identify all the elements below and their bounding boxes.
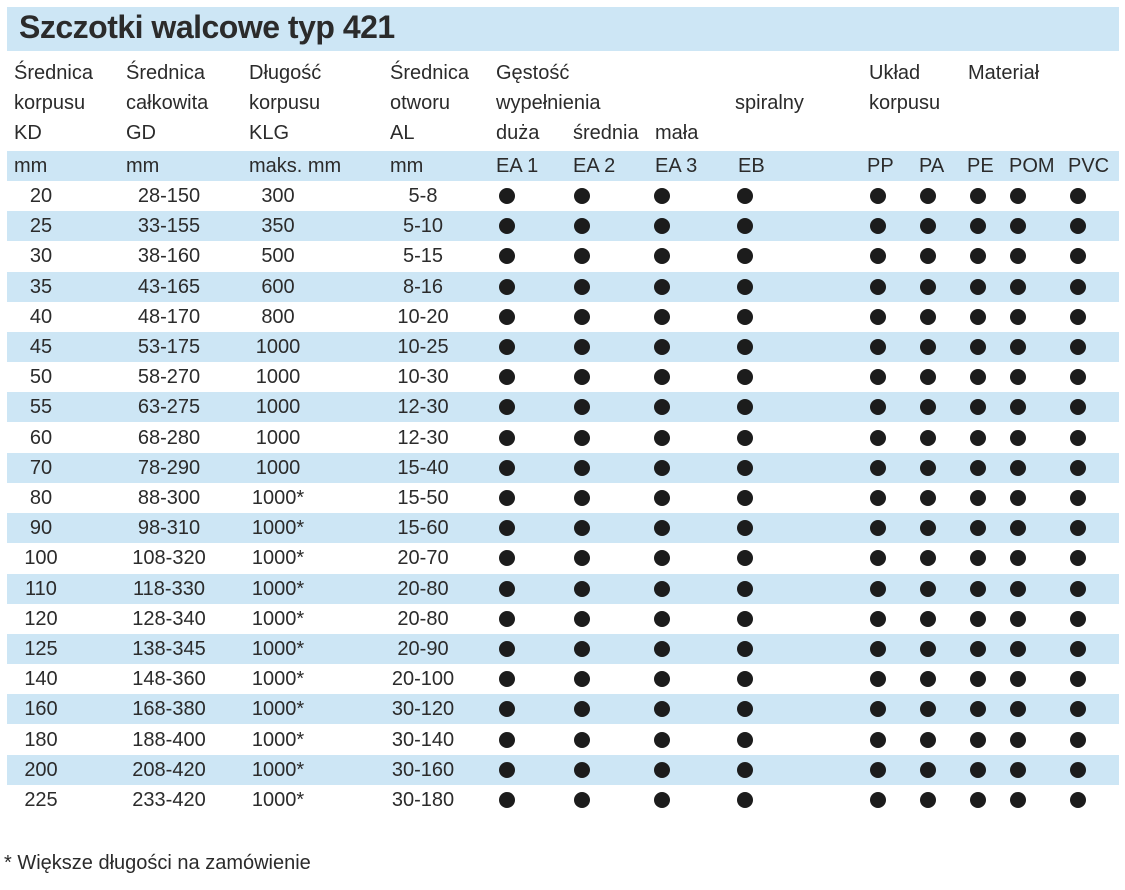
- dot-pvc-icon: [1070, 792, 1086, 808]
- cell-kd: 160: [24, 698, 58, 721]
- dot-pp-icon: [870, 671, 886, 687]
- dot-pp-icon: [870, 460, 886, 476]
- dot-pa-icon: [920, 430, 936, 446]
- dot-pom-icon: [1010, 671, 1026, 687]
- dot-pvc-icon: [1070, 188, 1086, 204]
- dot-ea2-icon: [574, 188, 590, 204]
- dot-ea1-icon: [499, 339, 515, 355]
- dot-ea2-icon: [574, 309, 590, 325]
- dot-pa-icon: [920, 762, 936, 778]
- dot-ea3-icon: [654, 732, 670, 748]
- unit-pe: PE: [967, 155, 994, 177]
- dot-ea1-icon: [499, 641, 515, 657]
- dot-ea1-icon: [499, 792, 515, 808]
- dot-pe-icon: [970, 339, 986, 355]
- dot-pp-icon: [870, 309, 886, 325]
- unit-ea1: EA 1: [496, 155, 539, 177]
- cell-al: 10-30: [397, 366, 449, 389]
- cell-al: 5-10: [402, 215, 444, 238]
- dot-pe-icon: [970, 369, 986, 385]
- cell-gd: 58-270: [137, 366, 201, 389]
- dot-pp-icon: [870, 641, 886, 657]
- unit-pa: PA: [919, 155, 945, 177]
- cell-kd: 80: [29, 487, 53, 509]
- cell-gd: 138-345: [132, 638, 206, 660]
- dot-eb-icon: [737, 430, 753, 446]
- unit-kd: mm: [14, 155, 48, 177]
- unit-eb: EB: [738, 155, 765, 177]
- dot-pa-icon: [920, 581, 936, 597]
- header-spiralny: spiralny: [735, 92, 804, 114]
- dot-pa-icon: [920, 732, 936, 748]
- header-duza: duża: [496, 122, 540, 144]
- dot-pom-icon: [1010, 490, 1026, 506]
- dot-pa-icon: [920, 279, 936, 295]
- dot-eb-icon: [737, 611, 753, 627]
- dot-ea3-icon: [654, 248, 670, 264]
- header-gd-line3: GD: [126, 122, 156, 144]
- cell-klg: 1000: [255, 426, 301, 449]
- dot-ea3-icon: [654, 490, 670, 506]
- cell-gd: 233-420: [132, 789, 206, 811]
- dot-ea3-icon: [654, 339, 670, 355]
- dot-pa-icon: [920, 550, 936, 566]
- dot-pp-icon: [870, 430, 886, 446]
- cell-kd: 110: [25, 577, 57, 600]
- cell-al: 30-120: [391, 698, 455, 721]
- cell-gd: 53-175: [137, 336, 201, 358]
- cell-gd: 78-290: [137, 456, 201, 479]
- dot-ea1-icon: [499, 611, 515, 627]
- dot-pp-icon: [870, 732, 886, 748]
- dot-ea1-icon: [499, 762, 515, 778]
- dot-pom-icon: [1010, 369, 1026, 385]
- dot-ea1-icon: [499, 490, 515, 506]
- cell-kd: 25: [29, 215, 53, 238]
- cell-klg: 350: [261, 215, 295, 238]
- cell-klg: 1000*: [251, 728, 305, 751]
- cell-kd: 20: [29, 185, 53, 207]
- dot-eb-icon: [737, 248, 753, 264]
- dot-pvc-icon: [1070, 460, 1086, 476]
- cell-gd: 28-150: [137, 185, 201, 207]
- cell-klg: 1000: [255, 366, 301, 389]
- dot-ea3-icon: [654, 611, 670, 627]
- dot-pe-icon: [970, 762, 986, 778]
- dot-ea3-icon: [654, 279, 670, 295]
- dot-ea2-icon: [574, 732, 590, 748]
- header-gestosc-line1: Gęstość: [496, 62, 570, 84]
- cell-al: 15-50: [397, 487, 449, 509]
- dot-ea1-icon: [499, 671, 515, 687]
- dot-pa-icon: [920, 641, 936, 657]
- cell-kd: 100: [24, 547, 58, 570]
- cell-al: 12-30: [397, 426, 449, 449]
- dot-ea3-icon: [654, 581, 670, 597]
- cell-kd: 35: [29, 275, 53, 298]
- header-srednia: średnia: [573, 122, 639, 144]
- unit-pp: PP: [867, 155, 894, 177]
- cell-kd: 225: [24, 789, 58, 811]
- dot-ea2-icon: [574, 550, 590, 566]
- dot-eb-icon: [737, 732, 753, 748]
- dot-eb-icon: [737, 339, 753, 355]
- unit-ea2: EA 2: [573, 155, 616, 177]
- dot-pe-icon: [970, 611, 986, 627]
- dot-pa-icon: [920, 611, 936, 627]
- dot-pvc-icon: [1070, 641, 1086, 657]
- dot-pa-icon: [920, 490, 936, 506]
- cell-kd: 120: [24, 607, 58, 630]
- cell-gd: 168-380: [132, 698, 206, 721]
- cell-gd: 98-310: [137, 517, 201, 540]
- unit-pom: POM: [1009, 155, 1055, 177]
- cell-klg: 1000*: [251, 607, 305, 630]
- dot-pvc-icon: [1070, 550, 1086, 566]
- cell-al: 20-70: [397, 547, 449, 570]
- dot-pvc-icon: [1070, 248, 1086, 264]
- dot-pvc-icon: [1070, 611, 1086, 627]
- dot-eb-icon: [737, 641, 753, 657]
- dot-pom-icon: [1010, 248, 1026, 264]
- dot-ea3-icon: [654, 550, 670, 566]
- header-kd-line3: KD: [14, 122, 42, 144]
- header-al-line1: Średnica: [390, 62, 469, 84]
- dot-pa-icon: [920, 248, 936, 264]
- dot-pa-icon: [920, 671, 936, 687]
- cell-kd: 50: [29, 366, 53, 389]
- dot-pe-icon: [970, 581, 986, 597]
- cell-klg: 300: [261, 185, 295, 207]
- dot-pp-icon: [870, 611, 886, 627]
- header-al-line3: AL: [390, 122, 415, 144]
- cell-al: 20-90: [397, 638, 449, 660]
- dot-ea2-icon: [574, 490, 590, 506]
- dot-pvc-icon: [1070, 369, 1086, 385]
- dot-pp-icon: [870, 762, 886, 778]
- dot-eb-icon: [737, 792, 753, 808]
- cell-gd: 88-300: [137, 487, 201, 509]
- dot-pe-icon: [970, 309, 986, 325]
- cell-al: 20-100: [391, 668, 455, 691]
- dot-pp-icon: [870, 339, 886, 355]
- cell-klg: 1000*: [251, 547, 305, 570]
- dot-pom-icon: [1010, 550, 1026, 566]
- dot-pvc-icon: [1070, 339, 1086, 355]
- cell-kd: 140: [24, 668, 58, 691]
- dot-pom-icon: [1010, 309, 1026, 325]
- cell-klg: 500: [261, 245, 295, 268]
- cell-al: 15-40: [397, 456, 449, 479]
- dot-ea3-icon: [654, 792, 670, 808]
- dot-ea1-icon: [499, 369, 515, 385]
- dot-pe-icon: [970, 550, 986, 566]
- dot-ea2-icon: [574, 460, 590, 476]
- dot-ea3-icon: [654, 369, 670, 385]
- dot-pe-icon: [970, 460, 986, 476]
- dot-ea3-icon: [654, 671, 670, 687]
- dot-ea3-icon: [654, 762, 670, 778]
- header-al-line2: otworu: [390, 92, 451, 114]
- cell-klg: 1000*: [251, 668, 305, 691]
- dot-eb-icon: [737, 490, 753, 506]
- dot-ea1-icon: [499, 430, 515, 446]
- header-klg-line3: KLG: [249, 122, 290, 144]
- cell-al: 12-30: [397, 396, 449, 419]
- cell-al: 20-80: [397, 607, 449, 630]
- dot-eb-icon: [737, 581, 753, 597]
- dot-pvc-icon: [1070, 279, 1086, 295]
- dot-pp-icon: [870, 369, 886, 385]
- header-gd-line1: Średnica: [126, 62, 205, 84]
- dot-ea2-icon: [574, 762, 590, 778]
- cell-al: 8-16: [402, 275, 444, 298]
- cell-kd: 45: [29, 336, 53, 358]
- cell-al: 10-25: [397, 336, 449, 358]
- cell-gd: 108-320: [132, 547, 206, 570]
- dot-ea3-icon: [654, 430, 670, 446]
- dot-pp-icon: [870, 581, 886, 597]
- cell-kd: 180: [24, 728, 58, 751]
- dot-ea1-icon: [499, 248, 515, 264]
- cell-kd: 55: [29, 396, 53, 419]
- dot-pe-icon: [970, 279, 986, 295]
- cell-al: 30-180: [391, 789, 455, 811]
- cell-klg: 600: [261, 275, 295, 298]
- header-mala: mała: [655, 122, 699, 144]
- unit-pvc: PVC: [1068, 155, 1110, 177]
- dot-pvc-icon: [1070, 581, 1086, 597]
- cell-gd: 33-155: [137, 215, 201, 238]
- cell-al: 5-8: [408, 185, 438, 207]
- cell-kd: 60: [29, 426, 53, 449]
- cell-klg: 1000*: [251, 517, 305, 540]
- cell-al: 30-160: [391, 758, 455, 781]
- dot-ea2-icon: [574, 369, 590, 385]
- dot-pp-icon: [870, 188, 886, 204]
- page-title: Szczotki walcowe typ 421: [19, 9, 395, 45]
- dot-ea1-icon: [499, 188, 515, 204]
- dot-ea2-icon: [574, 671, 590, 687]
- dot-ea3-icon: [654, 309, 670, 325]
- cell-kd: 90: [29, 517, 53, 540]
- cell-gd: 38-160: [137, 245, 201, 268]
- unit-gd: mm: [126, 155, 160, 177]
- dot-pe-icon: [970, 248, 986, 264]
- dot-pom-icon: [1010, 430, 1026, 446]
- header-material: Materiał: [968, 62, 1040, 84]
- unit-ea3: EA 3: [655, 155, 698, 177]
- header-gestosc-line2: wypełnienia: [496, 92, 601, 114]
- dot-eb-icon: [737, 460, 753, 476]
- dot-pom-icon: [1010, 188, 1026, 204]
- dot-pe-icon: [970, 188, 986, 204]
- header-kd-line2: korpusu: [14, 92, 86, 114]
- cell-al: 5-15: [402, 245, 444, 268]
- dot-ea2-icon: [574, 581, 590, 597]
- cell-gd: 118-330: [133, 577, 205, 600]
- dot-pe-icon: [970, 732, 986, 748]
- dot-pvc-icon: [1070, 762, 1086, 778]
- dot-pe-icon: [970, 671, 986, 687]
- cell-klg: 1000*: [251, 789, 305, 811]
- header-uklad-line1: Układ: [869, 62, 921, 84]
- cell-al: 10-20: [397, 305, 449, 328]
- dot-pp-icon: [870, 550, 886, 566]
- dot-pa-icon: [920, 309, 936, 325]
- dot-pom-icon: [1010, 732, 1026, 748]
- dot-eb-icon: [737, 188, 753, 204]
- dot-ea2-icon: [574, 641, 590, 657]
- dot-pa-icon: [920, 339, 936, 355]
- cell-gd: 188-400: [132, 728, 206, 751]
- cell-kd: 200: [24, 758, 58, 781]
- cell-klg: 1000: [255, 396, 301, 419]
- cell-kd: 70: [29, 456, 53, 479]
- dot-pe-icon: [970, 641, 986, 657]
- dot-pa-icon: [920, 792, 936, 808]
- header-kd-line1: Średnica: [14, 62, 93, 84]
- dot-ea2-icon: [574, 792, 590, 808]
- dot-pa-icon: [920, 460, 936, 476]
- dot-pom-icon: [1010, 762, 1026, 778]
- cell-al: 30-140: [391, 728, 455, 751]
- cell-gd: 208-420: [132, 758, 206, 781]
- dot-pom-icon: [1010, 581, 1026, 597]
- dot-pe-icon: [970, 490, 986, 506]
- dot-pp-icon: [870, 490, 886, 506]
- cell-gd: 68-280: [137, 426, 201, 449]
- cell-klg: 1000: [255, 336, 301, 358]
- dot-pvc-icon: [1070, 732, 1086, 748]
- dot-ea1-icon: [499, 581, 515, 597]
- dot-eb-icon: [737, 369, 753, 385]
- dot-eb-icon: [737, 671, 753, 687]
- dot-ea3-icon: [654, 188, 670, 204]
- dot-ea1-icon: [499, 279, 515, 295]
- cell-klg: 1000*: [251, 638, 305, 660]
- dot-pe-icon: [970, 430, 986, 446]
- dot-eb-icon: [737, 309, 753, 325]
- cell-klg: 1000*: [251, 487, 305, 509]
- dot-pp-icon: [870, 248, 886, 264]
- dot-ea2-icon: [574, 611, 590, 627]
- cell-gd: 148-360: [132, 668, 206, 691]
- cell-kd: 40: [29, 305, 53, 328]
- dot-ea2-icon: [574, 430, 590, 446]
- dot-eb-icon: [737, 762, 753, 778]
- dot-eb-icon: [737, 550, 753, 566]
- unit-al: mm: [390, 155, 424, 177]
- footnote: * Większe długości na zamówienie: [4, 852, 311, 874]
- dot-pa-icon: [920, 369, 936, 385]
- cell-kd: 30: [29, 245, 53, 268]
- header-klg-line2: korpusu: [249, 92, 321, 114]
- cell-kd: 125: [24, 638, 58, 660]
- header-klg-line1: Długość: [249, 62, 322, 84]
- cell-al: 15-60: [397, 517, 449, 540]
- dot-pom-icon: [1010, 611, 1026, 627]
- dot-pvc-icon: [1070, 309, 1086, 325]
- cell-klg: 1000*: [251, 698, 305, 721]
- cell-gd: 63-275: [137, 396, 201, 419]
- dot-pvc-icon: [1070, 671, 1086, 687]
- cell-klg: 800: [261, 305, 295, 328]
- dot-pom-icon: [1010, 792, 1026, 808]
- header-uklad-line2: korpusu: [869, 92, 941, 114]
- dot-ea2-icon: [574, 248, 590, 264]
- cell-klg: 1000*: [251, 577, 305, 600]
- dot-ea1-icon: [499, 550, 515, 566]
- header-gd-line2: całkowita: [126, 92, 209, 114]
- dot-pa-icon: [920, 188, 936, 204]
- cell-gd: 48-170: [137, 305, 201, 328]
- unit-klg: maks. mm: [249, 155, 342, 177]
- dot-pp-icon: [870, 279, 886, 295]
- dot-ea1-icon: [499, 309, 515, 325]
- dot-pom-icon: [1010, 279, 1026, 295]
- dot-ea2-icon: [574, 339, 590, 355]
- cell-al: 20-80: [397, 577, 449, 600]
- dot-ea3-icon: [654, 641, 670, 657]
- dot-eb-icon: [737, 279, 753, 295]
- dot-ea1-icon: [499, 732, 515, 748]
- dot-pp-icon: [870, 792, 886, 808]
- dot-pe-icon: [970, 792, 986, 808]
- cell-klg: 1000: [255, 456, 301, 479]
- dot-ea3-icon: [654, 460, 670, 476]
- dot-pom-icon: [1010, 641, 1026, 657]
- dot-pom-icon: [1010, 460, 1026, 476]
- cell-gd: 128-340: [132, 607, 206, 630]
- cell-klg: 1000*: [251, 758, 305, 781]
- dot-pom-icon: [1010, 339, 1026, 355]
- dot-ea1-icon: [499, 460, 515, 476]
- dot-pvc-icon: [1070, 490, 1086, 506]
- dot-pvc-icon: [1070, 430, 1086, 446]
- cell-gd: 43-165: [137, 275, 201, 298]
- dot-ea2-icon: [574, 279, 590, 295]
